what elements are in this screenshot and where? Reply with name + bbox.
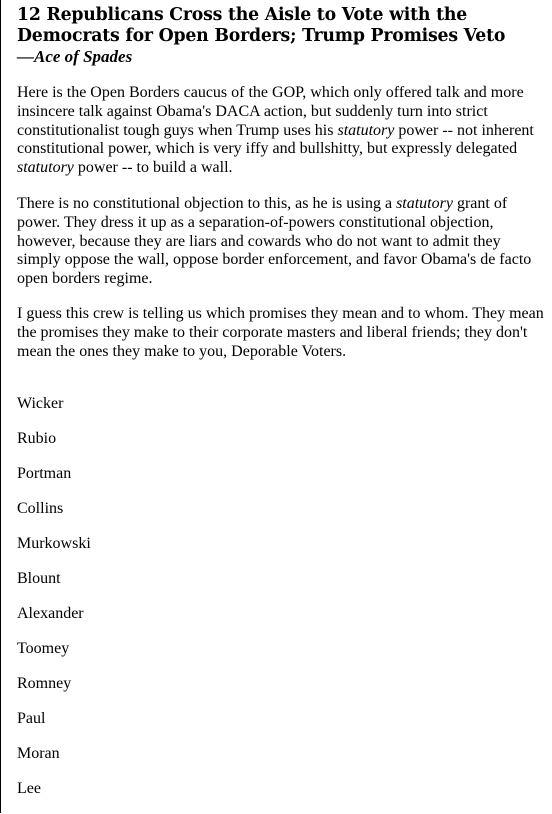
- list-item: Collins: [17, 500, 64, 518]
- list-item: Paul: [17, 710, 46, 728]
- list-item: Blount: [17, 570, 61, 588]
- list-item: Moran: [17, 745, 60, 763]
- article-headline: 12 Republicans Cross the Aisle to Vote with the Democrats for Open Borders; Trump Promises Veto: [17, 5, 506, 46]
- list-item: Rubio: [17, 430, 57, 448]
- list-item: Romney: [17, 675, 72, 693]
- article: [17, 5, 547, 814]
- list-item: Murkowski: [17, 535, 91, 553]
- list-item: Lee: [17, 780, 41, 798]
- paragraph-1-text-1: Here is the Open Borders caucus of the GOP, which only offered talk and more insincere talk against Obama's DACA action, but suddenly turn into strict constitutionalist tough guys when Trump uses his: [17, 84, 524, 139]
- paragraph-2-text-1: There is no constitutional objection to this, as he is using a: [17, 194, 397, 212]
- list-item: Toomey: [17, 640, 70, 658]
- list-item: Alexander: [17, 605, 84, 623]
- paragraph-2-emphasis-1: statutory: [396, 194, 453, 212]
- list-item: Wicker: [17, 395, 64, 413]
- paragraph-1: [17, 84, 547, 178]
- paragraph-1-emphasis-2: statutory: [17, 159, 74, 177]
- paragraph-1-text-3: power -- to build a wall.: [73, 159, 233, 177]
- paragraph-2: [17, 195, 547, 289]
- list-item: Portman: [17, 465, 72, 483]
- article-byline: —Ace of Spades: [17, 47, 133, 66]
- paragraph-3: I guess this crew is telling us which promises they mean and to whom. They mean the promises they make to their corporate masters and liberal friends; they don't mean the ones they make to you, Deporable Voters.: [17, 304, 544, 360]
- paragraph-2-text-2: grant of power. They dress it up as a separation-of-powers constitutional objection, however, because they are liars and cowards who do not want to admit they simply oppose the wall, oppose border enforcement, and favor Obama's de facto open borders regime.: [17, 194, 532, 288]
- senator-name-list: [17, 394, 547, 798]
- paragraph-1-emphasis-1: statutory: [337, 121, 395, 139]
- paragraph-1-text-2: power -- not inherent constitutional power, which is very iffy and bullshitty, but expressly delegated: [17, 121, 534, 158]
